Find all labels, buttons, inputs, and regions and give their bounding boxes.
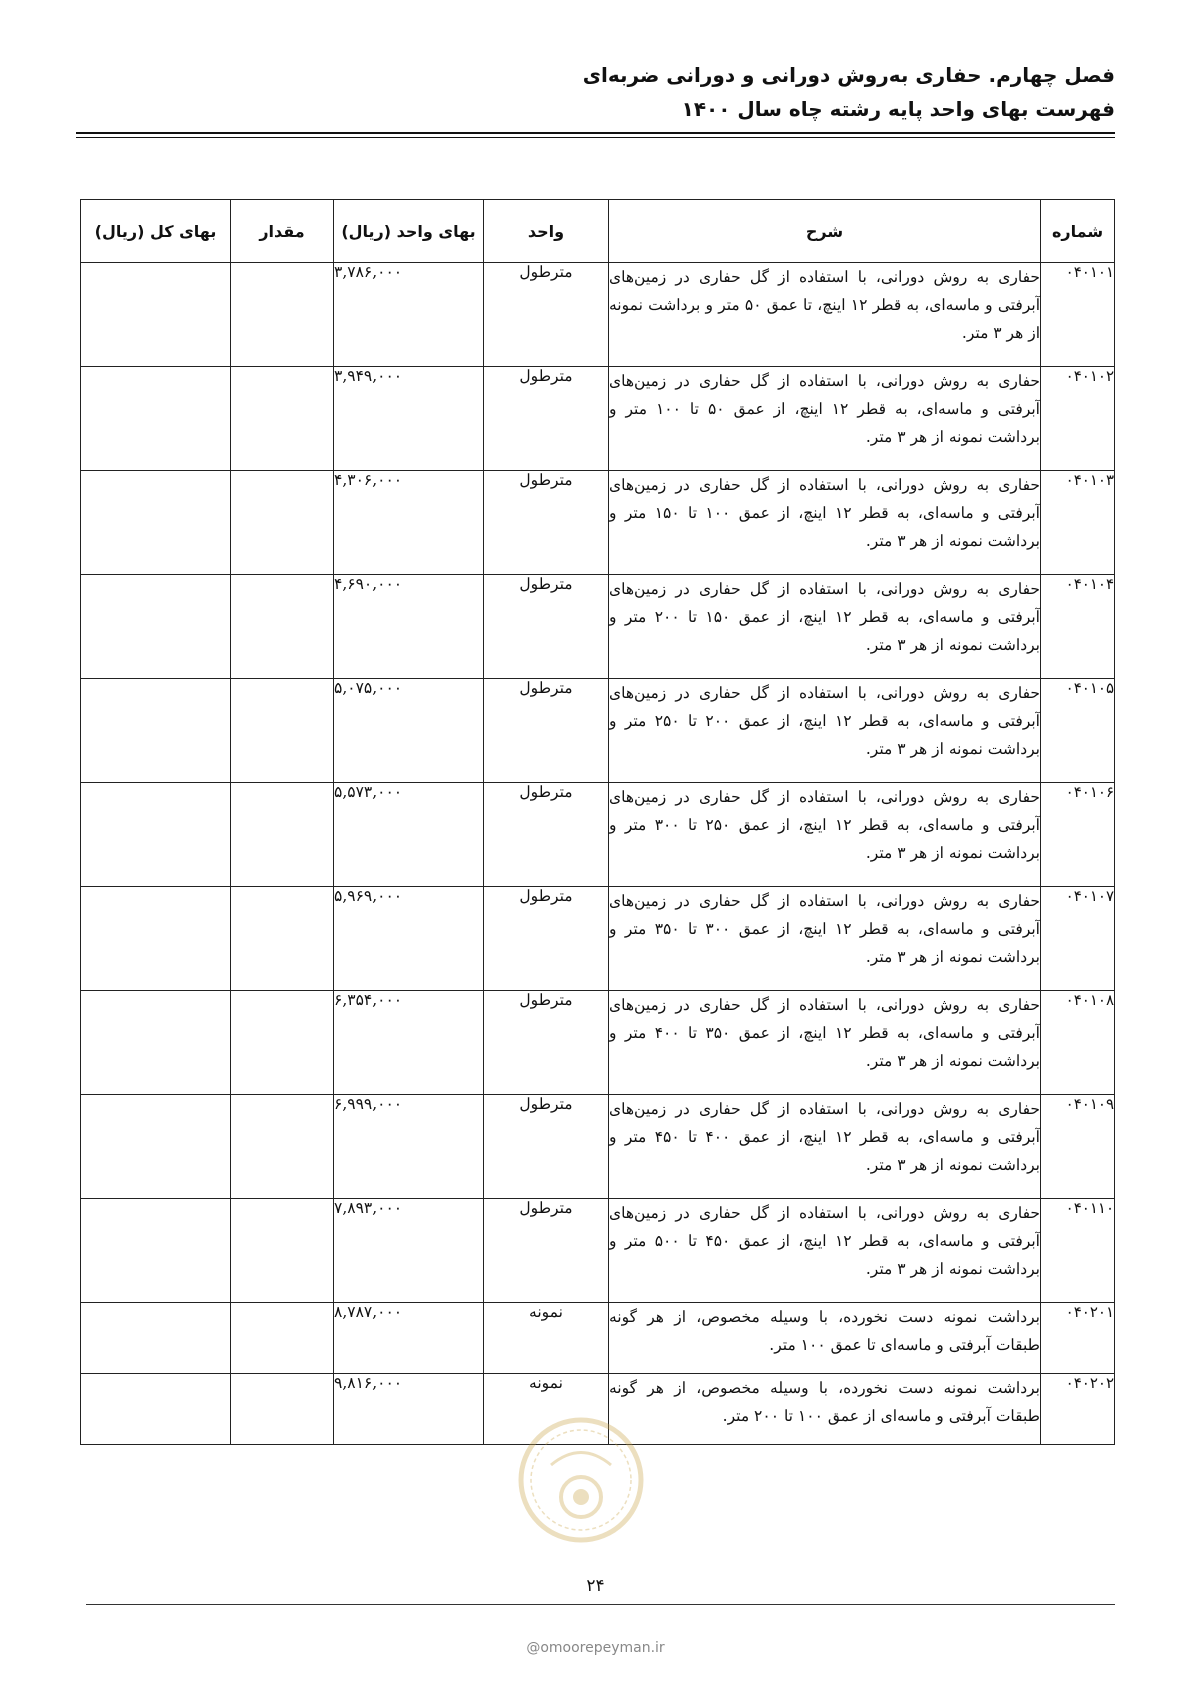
item-quantity <box>231 679 334 783</box>
item-quantity <box>231 783 334 887</box>
item-quantity <box>231 991 334 1095</box>
item-total-price <box>81 1199 231 1303</box>
chapter-title: فصل چهارم. حفاری به‌روش دورانی و دورانی ضربه‌ای <box>582 63 1115 87</box>
item-code: ۰۴۰۱۰۳ <box>1041 471 1115 575</box>
item-description: حفاری به روش دورانی، با استفاده از گل حفاری در زمین‌های آبرفتی و ماسه‌ای، به قطر ۱۲ اینچ، از عمق ۱۵۰ تا ۲۰۰ متر و برداشت نمونه از هر ۳ متر. <box>609 575 1041 679</box>
header-rule <box>76 132 1115 134</box>
item-total-price <box>81 679 231 783</box>
price-list-table <box>80 199 1115 1445</box>
item-code: ۰۴۰۲۰۲ <box>1041 1374 1115 1445</box>
item-description: حفاری به روش دورانی، با استفاده از گل حفاری در زمین‌های آبرفتی و ماسه‌ای، به قطر ۱۲ اینچ، از عمق ۳۵۰ تا ۴۰۰ متر و برداشت نمونه از هر ۳ متر. <box>609 991 1041 1095</box>
document-title: فهرست بهای واحد پایه رشته چاه سال ۱۴۰۰ <box>681 97 1115 121</box>
item-total-price <box>81 471 231 575</box>
item-code: ۰۴۰۱۰۷ <box>1041 887 1115 991</box>
table-row <box>81 887 1115 991</box>
table-row <box>81 991 1115 1095</box>
item-quantity <box>231 263 334 367</box>
item-code: ۰۴۰۱۰۶ <box>1041 783 1115 887</box>
item-unit-price: ۳,۹۴۹,۰۰۰ <box>334 367 484 471</box>
item-code: ۰۴۰۱۰۸ <box>1041 991 1115 1095</box>
item-code: ۰۴۰۱۰۱ <box>1041 263 1115 367</box>
item-description: حفاری به روش دورانی، با استفاده از گل حفاری در زمین‌های آبرفتی و ماسه‌ای، به قطر ۱۲ اینچ، از عمق ۳۰۰ تا ۳۵۰ متر و برداشت نمونه از هر ۳ متر. <box>609 887 1041 991</box>
item-code: ۰۴۰۱۰۹ <box>1041 1095 1115 1199</box>
item-unit: مترطول <box>484 367 609 471</box>
item-unit-price: ۴,۳۰۶,۰۰۰ <box>334 471 484 575</box>
table-row <box>81 783 1115 887</box>
table-row <box>81 1303 1115 1374</box>
item-quantity <box>231 367 334 471</box>
item-unit-price: ۶,۳۵۴,۰۰۰ <box>334 991 484 1095</box>
table-row <box>81 1095 1115 1199</box>
header-quantity: مقدار <box>231 200 334 263</box>
item-unit-price: ۳,۷۸۶,۰۰۰ <box>334 263 484 367</box>
item-description: حفاری به روش دورانی، با استفاده از گل حفاری در زمین‌های آبرفتی و ماسه‌ای، به قطر ۱۲ اینچ، از عمق ۵۰ تا ۱۰۰ متر و برداشت نمونه از هر ۳ متر. <box>609 367 1041 471</box>
item-total-price <box>81 783 231 887</box>
item-description: حفاری به روش دورانی، با استفاده از گل حفاری در زمین‌های آبرفتی و ماسه‌ای، به قطر ۱۲ اینچ، از عمق ۲۵۰ تا ۳۰۰ متر و برداشت نمونه از هر ۳ متر. <box>609 783 1041 887</box>
item-unit-price: ۹,۸۱۶,۰۰۰ <box>334 1374 484 1445</box>
item-unit: مترطول <box>484 575 609 679</box>
item-code: ۰۴۰۱۱۰ <box>1041 1199 1115 1303</box>
item-unit: مترطول <box>484 1095 609 1199</box>
item-total-price <box>81 887 231 991</box>
item-unit: مترطول <box>484 679 609 783</box>
item-quantity <box>231 471 334 575</box>
item-description: حفاری به روش دورانی، با استفاده از گل حفاری در زمین‌های آبرفتی و ماسه‌ای، به قطر ۱۲ اینچ، از عمق ۴۵۰ تا ۵۰۰ متر و برداشت نمونه از هر ۳ متر. <box>609 1199 1041 1303</box>
item-unit-price: ۷,۸۹۳,۰۰۰ <box>334 1199 484 1303</box>
item-unit: مترطول <box>484 887 609 991</box>
page-number: ۲۴ <box>586 1576 605 1596</box>
item-total-price <box>81 575 231 679</box>
item-code: ۰۴۰۱۰۴ <box>1041 575 1115 679</box>
page-header <box>76 58 1115 126</box>
item-quantity <box>231 575 334 679</box>
table-row <box>81 575 1115 679</box>
item-total-price <box>81 1303 231 1374</box>
item-unit-price: ۵,۰۷۵,۰۰۰ <box>334 679 484 783</box>
item-description: حفاری به روش دورانی، با استفاده از گل حفاری در زمین‌های آبرفتی و ماسه‌ای، به قطر ۱۲ اینچ، از عمق ۱۰۰ تا ۱۵۰ متر و برداشت نمونه از هر ۳ متر. <box>609 471 1041 575</box>
item-quantity <box>231 1374 334 1445</box>
item-unit: مترطول <box>484 471 609 575</box>
item-unit-price: ۵,۹۶۹,۰۰۰ <box>334 887 484 991</box>
seal-watermark-icon <box>516 1415 646 1545</box>
header-unit: واحد <box>484 200 609 263</box>
item-total-price <box>81 1095 231 1199</box>
item-code: ۰۴۰۲۰۱ <box>1041 1303 1115 1374</box>
item-description: برداشت نمونه دست نخورده، با وسیله مخصوص، از هر گونه طبقات آبرفتی و ماسه‌ای تا عمق ۱۰۰ متر. <box>609 1303 1041 1374</box>
footer-rule <box>86 1604 1115 1605</box>
item-unit: مترطول <box>484 263 609 367</box>
item-description: برداشت نمونه دست نخورده، با وسیله مخصوص، از هر گونه طبقات آبرفتی و ماسه‌ای از عمق ۱۰۰ تا ۲۰۰ متر. <box>609 1374 1041 1445</box>
website-watermark: @omoorepeyman.ir <box>526 1640 665 1656</box>
item-unit-price: ۴,۶۹۰,۰۰۰ <box>334 575 484 679</box>
table-row <box>81 1199 1115 1303</box>
item-quantity <box>231 1095 334 1199</box>
item-code: ۰۴۰۱۰۲ <box>1041 367 1115 471</box>
item-unit-price: ۶,۹۹۹,۰۰۰ <box>334 1095 484 1199</box>
table-row <box>81 263 1115 367</box>
header-description: شرح <box>609 200 1041 263</box>
item-unit: مترطول <box>484 783 609 887</box>
item-unit-price: ۸,۷۸۷,۰۰۰ <box>334 1303 484 1374</box>
item-description: حفاری به روش دورانی، با استفاده از گل حفاری در زمین‌های آبرفتی و ماسه‌ای، به قطر ۱۲ اینچ، تا عمق ۵۰ متر و برداشت نمونه از هر ۳ متر. <box>609 263 1041 367</box>
header-unit-price: بهای واحد (ریال) <box>334 200 484 263</box>
table-row <box>81 471 1115 575</box>
item-quantity <box>231 887 334 991</box>
table-header-row <box>81 200 1115 263</box>
item-unit: مترطول <box>484 1199 609 1303</box>
table-row <box>81 679 1115 783</box>
item-total-price <box>81 991 231 1095</box>
header-rule-thin <box>76 137 1115 138</box>
header-total-price: بهای کل (ریال) <box>81 200 231 263</box>
item-description: حفاری به روش دورانی، با استفاده از گل حفاری در زمین‌های آبرفتی و ماسه‌ای، به قطر ۱۲ اینچ، از عمق ۴۰۰ تا ۴۵۰ متر و برداشت نمونه از هر ۳ متر. <box>609 1095 1041 1199</box>
item-code: ۰۴۰۱۰۵ <box>1041 679 1115 783</box>
item-total-price <box>81 1374 231 1445</box>
item-unit: نمونه <box>484 1374 609 1445</box>
table-row <box>81 367 1115 471</box>
item-quantity <box>231 1303 334 1374</box>
header-code: شماره <box>1041 200 1115 263</box>
item-quantity <box>231 1199 334 1303</box>
item-unit: نمونه <box>484 1303 609 1374</box>
item-description: حفاری به روش دورانی، با استفاده از گل حفاری در زمین‌های آبرفتی و ماسه‌ای، به قطر ۱۲ اینچ، از عمق ۲۰۰ تا ۲۵۰ متر و برداشت نمونه از هر ۳ متر. <box>609 679 1041 783</box>
item-unit: مترطول <box>484 991 609 1095</box>
item-total-price <box>81 263 231 367</box>
item-total-price <box>81 367 231 471</box>
item-unit-price: ۵,۵۷۳,۰۰۰ <box>334 783 484 887</box>
